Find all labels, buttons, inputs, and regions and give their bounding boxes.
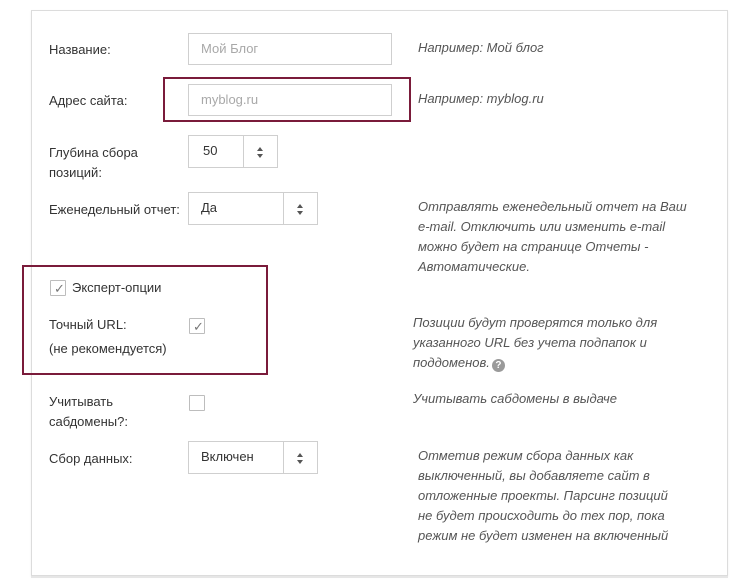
site-input[interactable]: myblog.ru — [188, 84, 392, 116]
depth-label-line2: позиций: — [49, 165, 102, 180]
expert-label: Эксперт-опции — [72, 280, 162, 295]
collection-hint-line4: не будет происходить до тех пор, пока — [418, 508, 665, 523]
exact-url-label-line2: (не рекомендуется) — [49, 341, 167, 356]
exact-url-label-line1: Точный URL: — [49, 317, 127, 332]
checkmark-icon: ✓ — [54, 281, 65, 296]
weekly-hint-line3: можно будет на странице Отчеты - — [418, 239, 649, 254]
depth-stepper[interactable] — [188, 135, 278, 168]
help-icon[interactable]: ? — [492, 359, 505, 372]
name-label: Название: — [49, 42, 111, 57]
collection-hint-line2: выключенный, вы добавляете сайт в — [418, 468, 650, 483]
subdomains-label-line1: Учитывать — [49, 394, 114, 409]
weekly-hint-line1: Отправлять еженедельный отчет на Ваш — [418, 199, 687, 214]
checkmark-icon: ✓ — [193, 319, 204, 334]
subdomains-label-line2: сабдомены?: — [49, 414, 128, 429]
collection-value: Включен — [201, 449, 254, 464]
stepper-arrows-icon[interactable] — [243, 136, 277, 167]
collection-select[interactable] — [188, 441, 318, 474]
exact-url-hint-line1: Позиции будут проверятся только для — [413, 315, 658, 330]
exact-url-hint-line2: указанного URL без учета подпапок и — [413, 335, 647, 350]
collection-hint-line1: Отметив режим сбора данных как — [418, 448, 634, 463]
collection-hint-line5: режим не будет изменен на включенный — [418, 528, 669, 543]
weekly-value: Да — [201, 200, 218, 215]
site-label: Адрес сайта: — [49, 93, 128, 108]
weekly-hint-line4: Автоматические. — [418, 259, 530, 274]
site-hint: Например: myblog.ru — [418, 91, 544, 106]
name-input[interactable]: Мой Блог — [188, 33, 392, 65]
weekly-select[interactable] — [188, 192, 318, 225]
exact-url-hint-line3: поддоменов. ? — [413, 353, 505, 373]
depth-label-line1: Глубина сбора — [49, 145, 138, 160]
weekly-hint-line2: e-mail. Отключить или изменить e-mail — [418, 219, 666, 234]
weekly-label: Еженедельный отчет: — [49, 202, 180, 217]
depth-value: 50 — [203, 143, 218, 158]
collection-label: Сбор данных: — [49, 451, 133, 466]
select-arrows-icon[interactable] — [283, 442, 317, 473]
subdomains-hint: Учитывать сабдомены в выдаче — [413, 391, 618, 406]
subdomains-checkbox[interactable] — [189, 395, 205, 411]
expert-checkbox[interactable] — [50, 280, 66, 296]
name-hint: Например: Мой блог — [418, 40, 544, 55]
collection-hint-line3: отложенные проекты. Парсинг позиций — [418, 488, 668, 503]
exact-url-checkbox[interactable] — [189, 318, 205, 334]
select-arrows-icon[interactable] — [283, 193, 317, 224]
